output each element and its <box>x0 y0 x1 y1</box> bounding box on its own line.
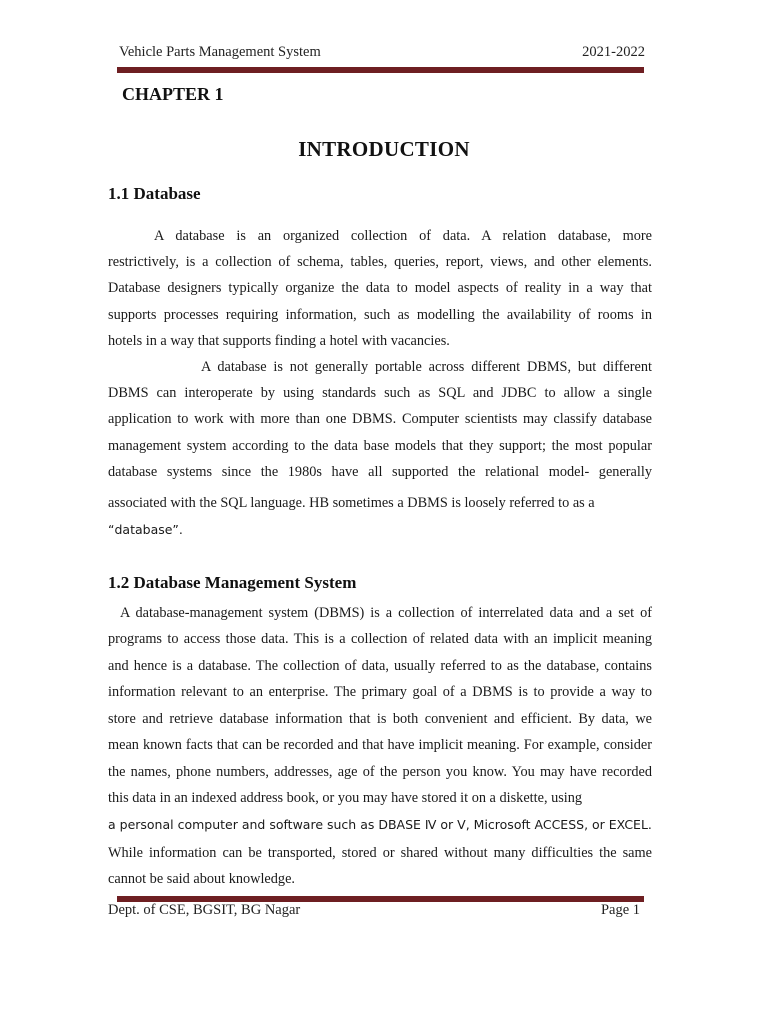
text-line: restrictively, is a collection of schema, tables, queries, report, views, and other elements. <box>108 254 652 270</box>
chapter-label: CHAPTER 1 <box>122 84 224 104</box>
section-heading-dbms: 1.2 Database Management System <box>108 573 357 592</box>
text-line: While information can be transported, stored or shared without many difficulties the same <box>108 845 652 861</box>
text-line: associated with the SQL language. HB sometimes a DBMS is loosely referred to as a <box>108 495 595 511</box>
header-rule <box>117 67 644 73</box>
text-line: mean known facts that can be recorded and that have implicit meaning. For example, consider <box>108 737 652 753</box>
text-line: application to work with more than one DBMS. Computer scientists may classify database <box>108 411 652 427</box>
text-line: and hence is a database. The collection of data, usually referred to as the database, contains <box>108 658 652 674</box>
text-line: DBMS can interoperate by using standards such as SQL and JDBC to allow a single <box>108 385 652 401</box>
header-year: 2021-2022 <box>582 44 645 60</box>
text-line: a personal computer and software such as DBASE Ⅳ or Ⅴ, Microsoft ACCESS, or EXCEL. <box>108 817 652 832</box>
page-number: Page 1 <box>600 902 640 918</box>
text-line: store and retrieve database information that is both convenient and efficient. By data, we <box>108 711 652 727</box>
text-line: this data in an indexed address book, or you may have stored it on a diskette, using <box>108 790 583 806</box>
text-line: management system according to the data base models that they support; the most popular <box>108 438 652 454</box>
text-line: A database is an organized collection of data. A relation database, more <box>154 228 652 244</box>
text-line: information relevant to an enterprise. The primary goal of a DBMS is to provide a way to <box>108 684 652 700</box>
page-header <box>117 44 645 64</box>
page-footer <box>108 902 640 922</box>
text-line: A database is not generally portable across different DBMS, but different <box>201 359 652 375</box>
text-line: Database designers typically organize the data to model aspects of reality in a way that <box>108 280 652 296</box>
page-title: INTRODUCTION <box>298 137 470 161</box>
text-line: the names, phone numbers, addresses, age of the person you know. You may have recorded <box>108 764 652 780</box>
text-line: A database-management system (DBMS) is a collection of interrelated data and a set of <box>120 605 652 621</box>
text-line: “database”. <box>108 522 183 537</box>
text-line: supports processes requiring information, such as modelling the availability of rooms in <box>108 307 652 323</box>
text-line: programs to access those data. This is a collection of related data with an implicit meaning <box>108 631 652 647</box>
text-line: hotels in a way that supports finding a hotel with vacancies. <box>108 333 450 349</box>
footer-department: Dept. of CSE, BGSIT, BG Nagar <box>108 902 301 918</box>
header-title: Vehicle Parts Management System <box>119 44 321 60</box>
text-line: database systems since the 1980s have all supported the relational model- generally <box>108 464 652 480</box>
text-line: cannot be said about knowledge. <box>108 871 295 887</box>
section-heading-database: 1.1 Database <box>108 184 201 203</box>
